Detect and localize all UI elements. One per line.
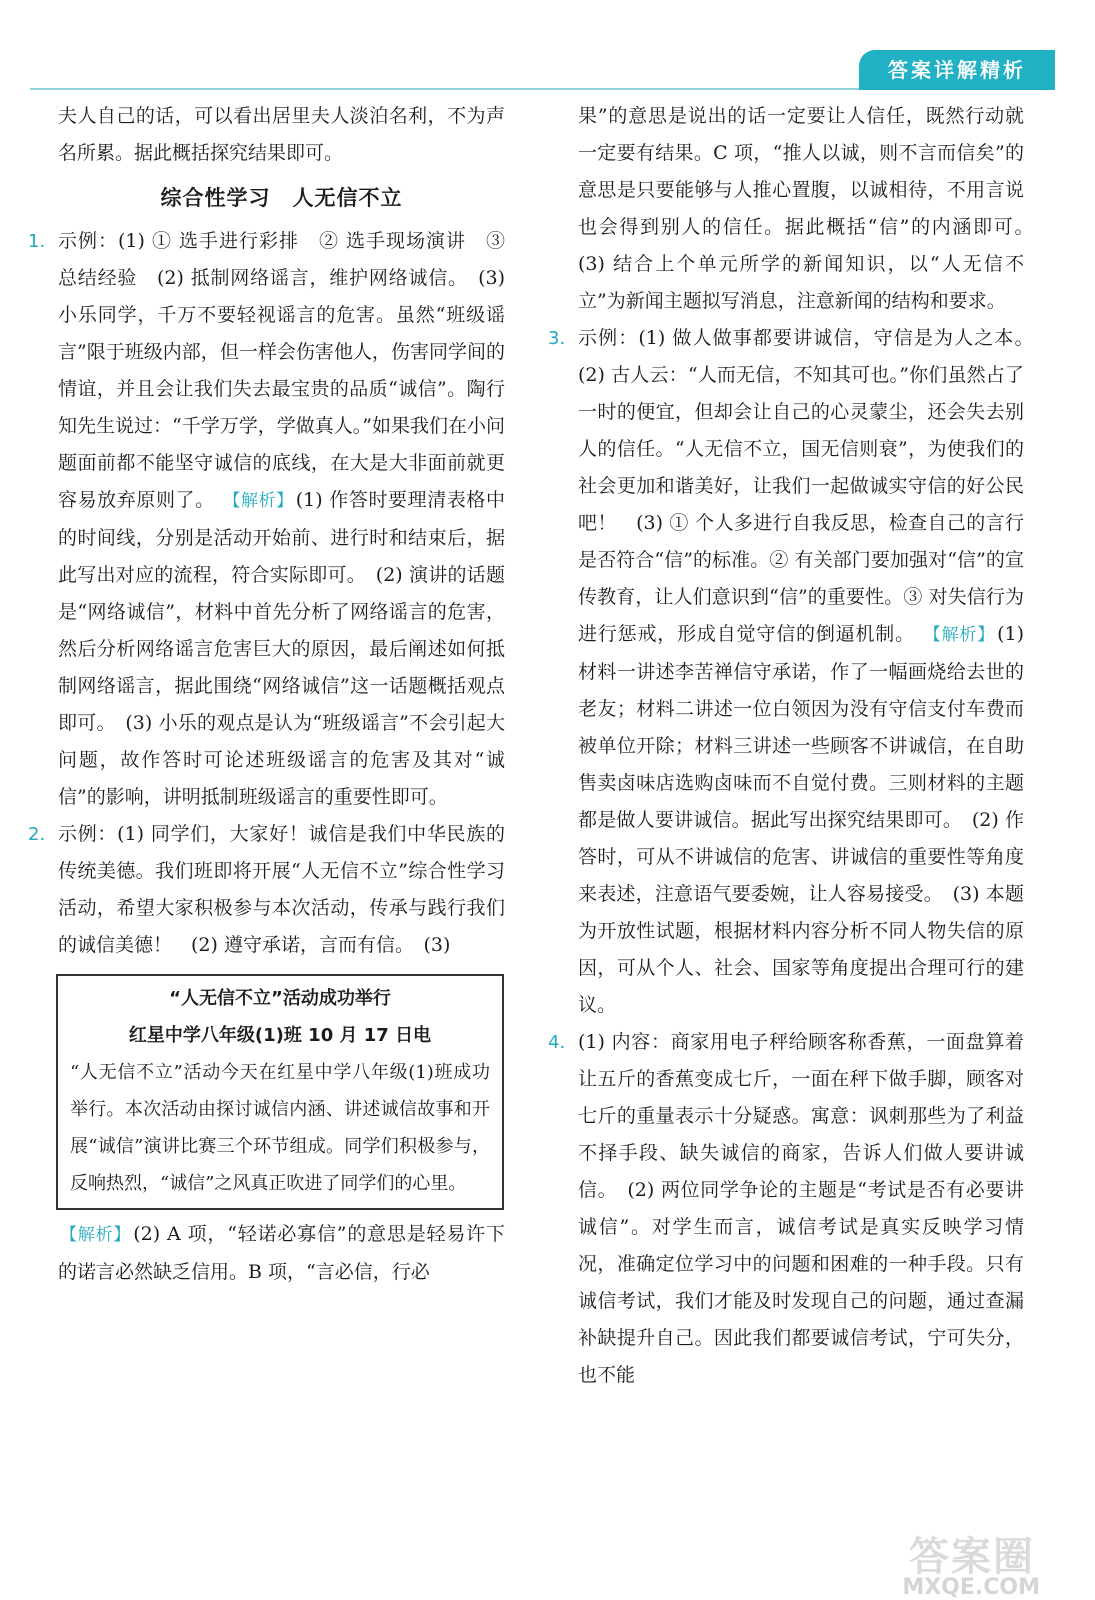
header-tab: 答案详解精析 bbox=[859, 50, 1055, 90]
question-2-answer: 示例：(1) 同学们，大家好！诚信是我们中华民族的传统美德。我们班即将开展“人无信不立”综合性学习活动，希望大家积极参与本次活动，传承与践行我们的诚信美德！ (2) 遵守承诺，言而有信。 (3) bbox=[58, 823, 505, 956]
question-1-analysis: (1) 作答时要理清表格中的时间线，分别是活动开始前、进行时和结束后，据此写出对应的流程，符合实际即可。 (2) 演讲的话题是“网络诚信”，材料中首先分析了网络谣言的危害，然后分析网络谣言危害巨大的原因，最后阐述如何抵制网络谣言，据此围绕“网络诚信”这一话题概括观点即可。 (3) 小乐的观点是认为“班级谣言”不会引起大问题，故作答时可论述班级谣言的危害及其对“诚信”的影响，讲明抵制班级谣言的重要性即可。 bbox=[58, 489, 505, 808]
question-number: 2. bbox=[28, 824, 46, 845]
header-rule bbox=[30, 88, 860, 90]
question-2-analysis-continued: 果”的意思是说出的话一定要让人信任，既然行动就一定要有结果。C 项，“推人以诚，则不言而信矣”的意思是只要能够与人推心置腹，以诚相待，不用言说也会得到别人的信任。据此概括“信”的内涵即可。 (3) 结合上个单元所学的新闻知识，以“人无信不立”为新闻主题拟写消息，注意新闻的结构和要求。 bbox=[578, 105, 1044, 312]
watermark-logo: 答案圈 bbox=[909, 1534, 1035, 1580]
news-body: “人无信不立”活动今天在红星中学八年级(1)班成功举行。本次活动由探讨诚信内涵、讲述诚信故事和开展“诚信”演讲比赛三个环节组成。同学们积极参与，反响热烈，“诚信”之风真正吹进了同学们的心里。 bbox=[70, 1062, 490, 1194]
watermark-url: MXQE.COM bbox=[902, 1575, 1040, 1600]
question-4-answer: (1) 内容：商家用电子秤给顾客称香蕉，一面盘算着让五斤的香蕉变成七斤，一面在秤下做手脚，顾客对七斤的重量表示十分疑惑。寓意：讽刺那些为了利益不择手段、缺失诚信的商家，告诉人们做人要讲诚信。 (2) 两位同学争论的主题是“考试是否有必要讲诚信”。对学生而言，诚信考试是真实反映学习情况，准确定位学习中的问题和困难的一种手段。只有诚信考试，我们才能及时发现自己的问题，通过查漏补缺提升自己。因此我们都要诚信考试，宁可失分，也不能 bbox=[578, 1031, 1024, 1386]
news-dateline: 红星中学八年级(1)班 10 月 17 日电 bbox=[128, 1025, 432, 1046]
analysis-tag: 【解析】 bbox=[223, 491, 294, 511]
question-number: 4. bbox=[548, 1032, 566, 1053]
analysis-tag: 【解析】 bbox=[60, 1225, 132, 1245]
analysis-tag: 【解析】 bbox=[923, 625, 996, 645]
question-number: 1. bbox=[28, 231, 46, 252]
question-1-answer: 示例：(1) ① 选手进行彩排 ② 选手现场演讲 ③ 总结经验 (2) 抵制网络谣言，维护网络诚信。 (3) 小乐同学，千万不要轻视谣言的危害。虽然“班级谣言”限于班级内部，但一样会伤害他人，伤害同学间的情谊，并且会让我们失去最宝贵的品质“诚信”。陶行知先生说过：“千学万学，学做真人。”如果我们在小问题面前都不能坚守诚信的底线，在大是大非面前就更容易放弃原则了。 【解析】 (1) 作答时要理清表格中的时间线，分别是活动开始前、进行时和结束后，据此写出对应的流程，符合实际即可。 (2) 演讲的话题是“网络诚信”，材料中首先分析了网络谣言的危害，然后分析网络谣言危害巨大的原因，最后阐述如何抵制网络谣言，据此围绕“网络诚信”这一话题概括观点即可。 (3) 小乐的观点是认为“班级谣言”不会引起大问题，故作答时可论述班级谣言的危害及其对“诚信”的影响，讲明抵制班级谣言的重要性即可。 bbox=[58, 230, 505, 808]
intro-paragraph: 夫人自己的话，可以看出居里夫人淡泊名利，不为声名所累。据此概括探究结果即可。 bbox=[58, 105, 505, 164]
question-3 bbox=[548, 320, 1044, 1024]
question-1 bbox=[28, 223, 505, 816]
question-2 bbox=[28, 816, 505, 964]
question-4 bbox=[548, 1024, 1024, 1394]
question-2-analysis: 【解析】 (2) A 项，“轻诺必寡信”的意思是轻易许下的诺言必然缺乏信用。B 项，“言必信，行必 bbox=[58, 1223, 505, 1283]
question-3-answer: 示例：(1) 做人做事都要讲诚信，守信是为人之本。 (2) 古人云：“人而无信，不知其可也。”你们虽然占了一时的便宜，但却会让自己的心灵蒙尘，还会失去别人的信任。“人无信不立，国无信则衰”，为使我们的社会更加和谐美好，让我们一起做诚实守信的好公民吧！ (3) ① 个人多进行自我反思，检查自己的言行是否符合“信”的标准。② 有关部门要加强对“信”的宣传教育，让人们意识到“信”的重要性。③ 对失信行为进行惩戒，形成自觉守信的倒逼机制。 【解析】 (1) 材料一讲述李苦禅信守承诺，作了一幅画烧给去世的老友；材料二讲述一位白领因为没有守信支付车费而被单位开除；材料三讲述一些顾客不讲诚信，在自助售卖卤味店选购卤味而不自觉付费。三则材料的主题都是做人要讲诚信。据此写出探究结果即可。 (2) 作答时，可从不讲诚信的危害、讲诚信的重要性等角度来表述，注意语气要委婉，让人容易接受。 (3) 本题为开放性试题，根据材料内容分析不同人物失信的原因，可从个人、社会、国家等角度提出合理可行的建议。 bbox=[578, 327, 1044, 1016]
question-3-analysis: (1) 材料一讲述李苦禅信守承诺，作了一幅画烧给去世的老友；材料二讲述一位白领因为没有守信支付车费而被单位开除；材料三讲述一些顾客不讲诚信，在自助售卖卤味店选购卤味而不自觉付费。三则材料的主题都是做人要讲诚信。据此写出探究结果即可。 (2) 作答时，可从不讲诚信的危害、讲诚信的重要性等角度来表述，注意语气要委婉，让人容易接受。 (3) 本题为开放性试题，根据材料内容分析不同人物失信的原因，可从个人、社会、国家等角度提出合理可行的建议。 bbox=[578, 623, 1024, 1016]
question-number: 3. bbox=[548, 328, 566, 349]
section-title: 综合性学习 人无信不立 bbox=[160, 186, 403, 210]
left-column bbox=[28, 98, 505, 1291]
news-box bbox=[56, 974, 504, 1210]
news-title: “人无信不立”活动成功举行 bbox=[169, 988, 391, 1009]
right-column bbox=[548, 98, 1044, 1394]
